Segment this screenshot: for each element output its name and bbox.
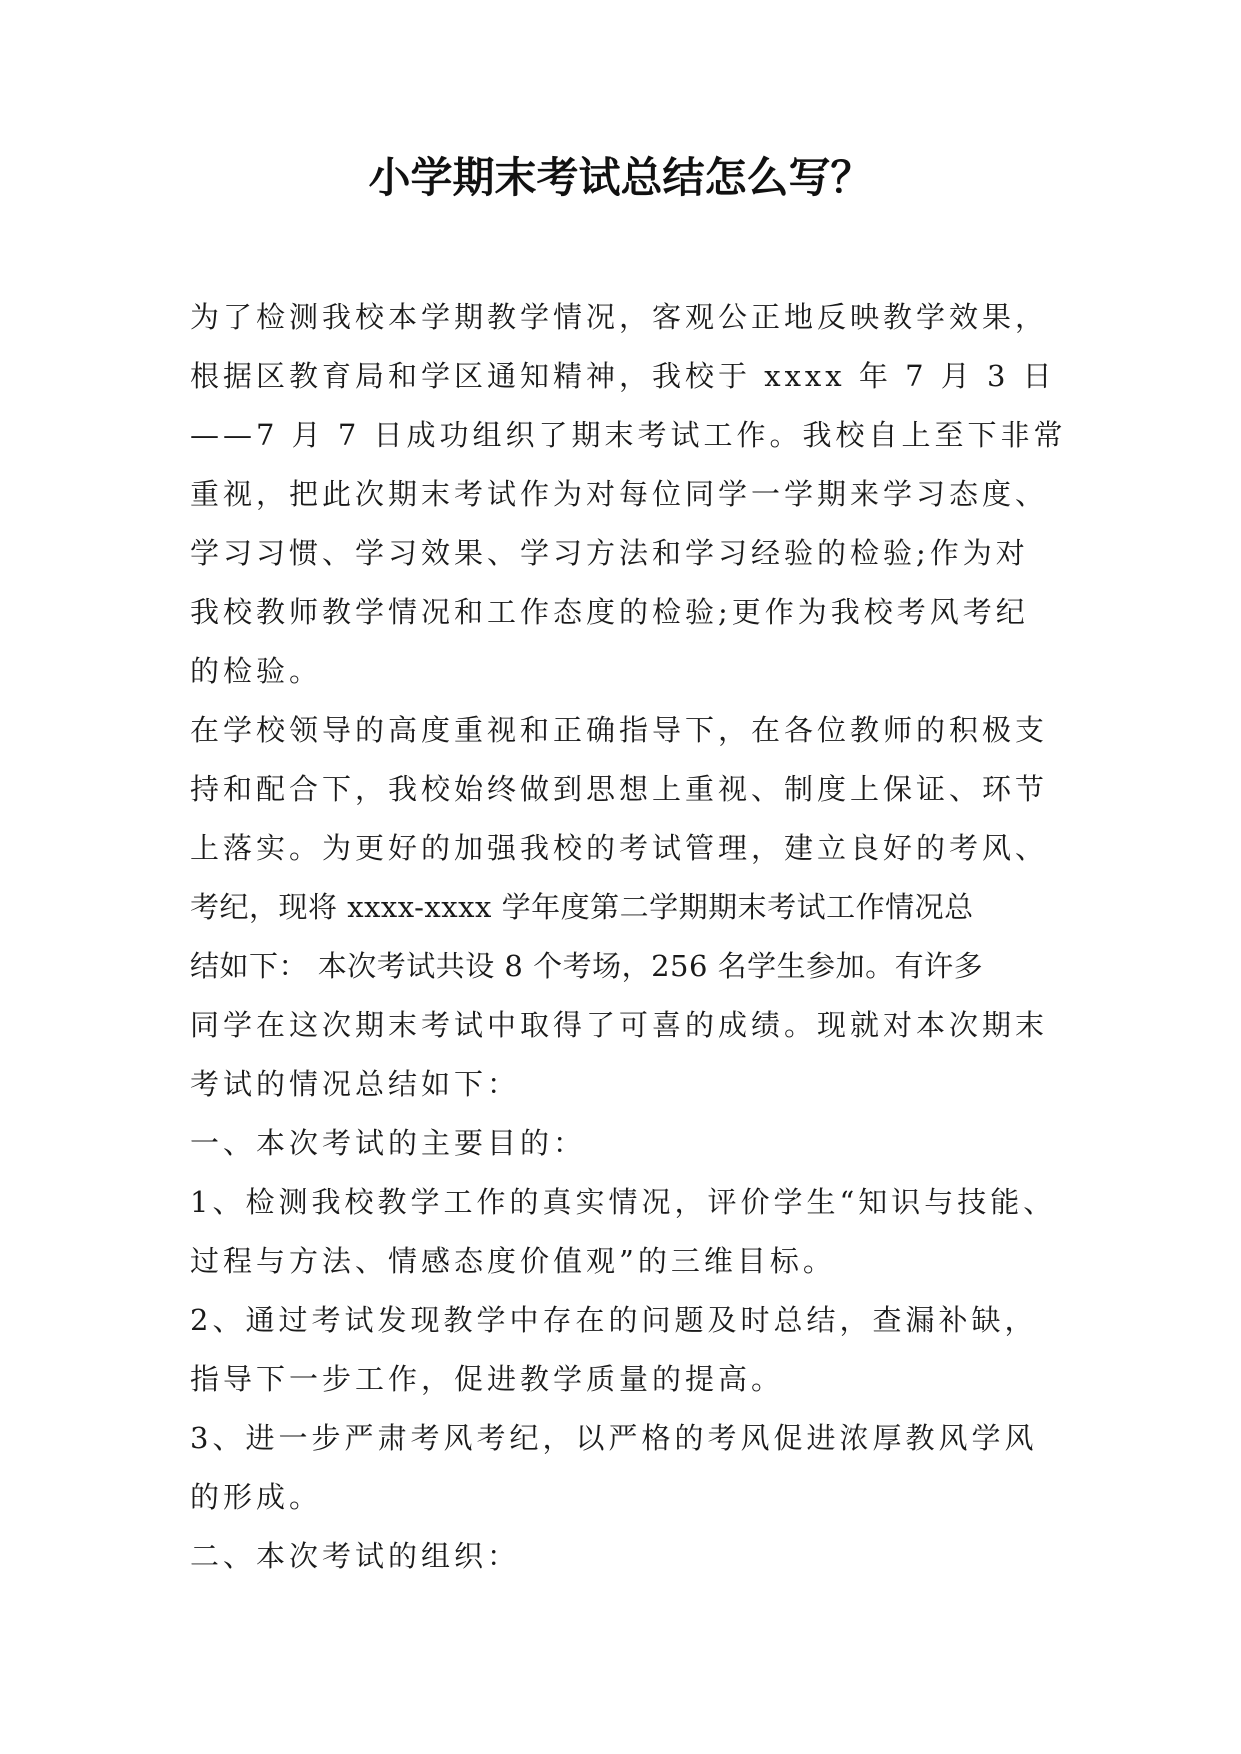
body-line: 在学校领导的高度重视和正确指导下，在各位教师的积极支 — [190, 713, 1049, 747]
body-line: 同学在这次期末考试中取得了可喜的成绩。现就对本次期末 — [190, 1008, 1049, 1042]
body-line: 持和配合下，我校始终做到思想上重视、制度上保证、环节 — [190, 772, 1049, 806]
body-line: 1、检测我校教学工作的真实情况，评价学生“知识与技能、 — [190, 1185, 1057, 1219]
body-line: 结如下： 本次考试共设 8 个考场，256 名学生参加。有许多 — [190, 949, 984, 983]
body-line: 我校教师教学情况和工作态度的检验;更作为我校考风考纪 — [190, 595, 1029, 629]
body-line: 上落实。为更好的加强我校的考试管理，建立良好的考风、 — [190, 831, 1049, 865]
body-line: 重视，把此次期末考试作为对每位同学一学期来学习态度、 — [190, 477, 1049, 511]
body-line: 的形成。 — [190, 1480, 323, 1514]
body-line: ——7 月 7 日成功组织了期末考试工作。我校自上至下非常 — [190, 418, 1067, 452]
document-body — [190, 288, 1070, 1586]
body-line: 的检验。 — [190, 654, 323, 688]
body-line: 过程与方法、情感态度价值观”的三维目标。 — [190, 1244, 836, 1278]
body-line: 根据区教育局和学区通知精神，我校于 xxxx 年 7 月 3 日 — [190, 359, 1056, 393]
body-line: 为了检测我校本学期教学情况，客观公正地反映教学效果， — [190, 300, 1049, 334]
body-line: 3、进一步严肃考风考纪，以严格的考风促进浓厚教风学风 — [190, 1421, 1038, 1455]
body-line: 考试的情况总结如下： — [190, 1067, 521, 1101]
body-line: 2、通过考试发现教学中存在的问题及时总结，查漏补缺， — [190, 1303, 1038, 1337]
section-heading: 二、本次考试的组织： — [190, 1539, 521, 1573]
body-line: 学习习惯、学习效果、学习方法和学习经验的检验;作为对 — [190, 536, 1029, 570]
document-title: 小学期末考试总结怎么写？ — [368, 153, 873, 202]
section-heading: 一、本次考试的主要目的： — [190, 1126, 587, 1160]
body-line: 指导下一步工作，促进教学质量的提高。 — [190, 1362, 785, 1396]
body-line: 考纪，现将 xxxx-xxxx 学年度第二学期期末考试工作情况总 — [190, 890, 974, 924]
